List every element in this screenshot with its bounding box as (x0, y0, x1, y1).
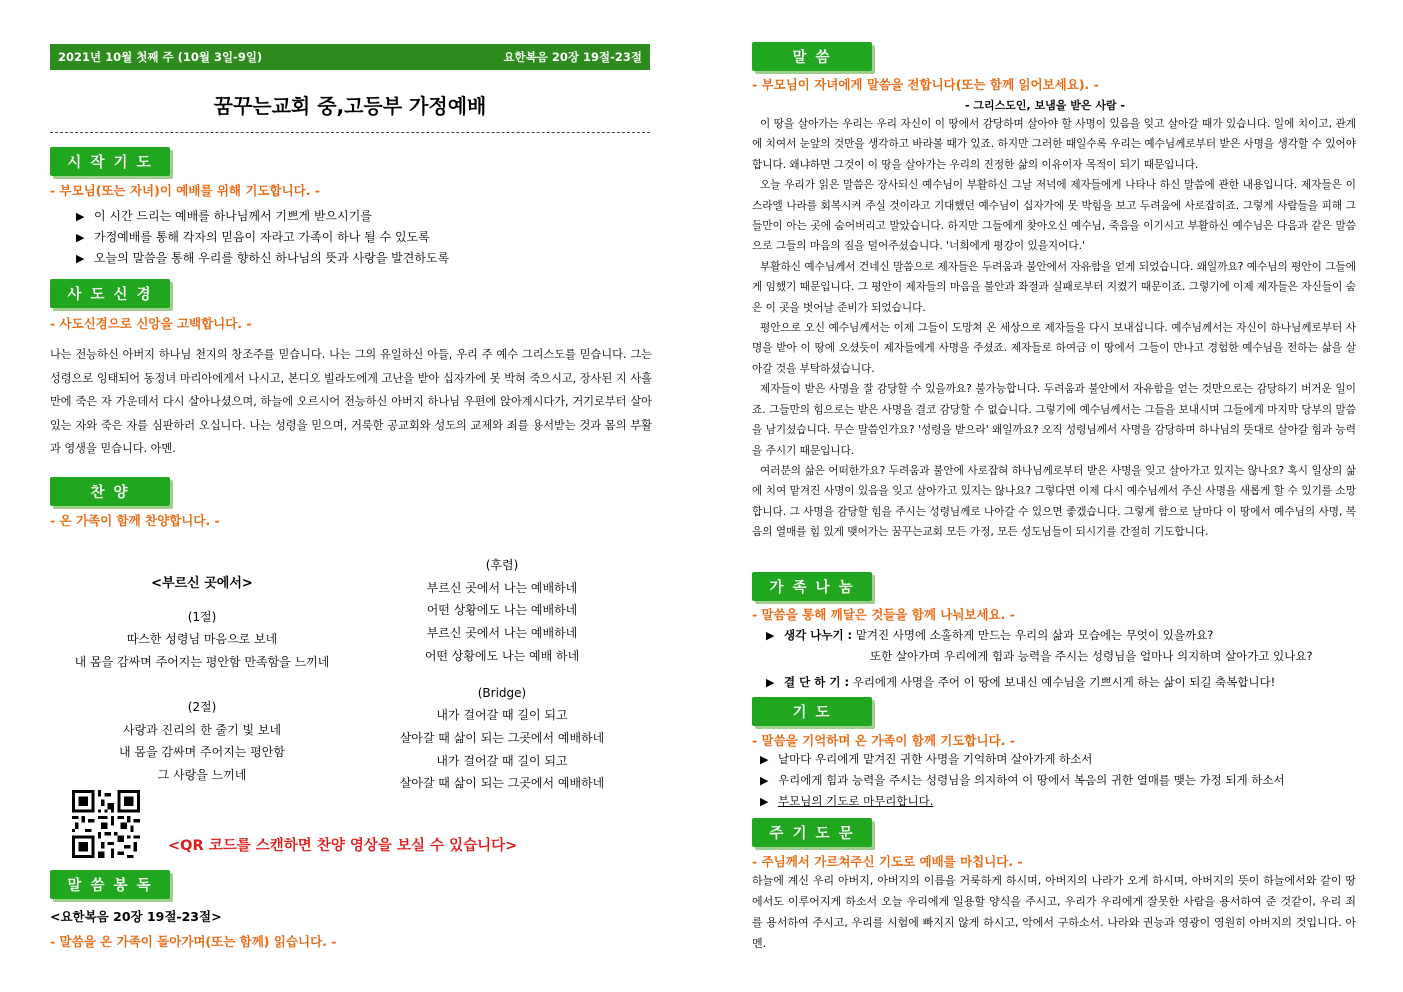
reading-reference: <요한복음 20장 19절-23절> (50, 909, 222, 924)
triangle-bullet-icon: ▶ (760, 774, 769, 787)
sermon-paragraph: 평안으로 오신 예수님께서는 이제 그들이 도망쳐 온 세상으로 제자들을 다시 보내십니다. 예수님께서는 자신이 하나님께로부터 사명을 받아 이 땅에 오셨듯이 제자들에게 사명을 주셨죠. 제자들로 하여금 이 땅에서 그들이 만나고 경험한 예수님을 전하는 삶을 살아갈 것을 부탁하셨습니다. (752, 322, 1356, 375)
list-item: 또한 살아가며 우리에게 힘과 능력을 주시는 성령님을 얼마나 의지하며 살아가고 있나요? (870, 649, 1313, 663)
qr-code[interactable] (72, 790, 140, 858)
song-title: <부르신 곳에서> (151, 576, 253, 591)
section-heading-sharing: 가 족 나 눔 (752, 572, 872, 601)
triangle-bullet-icon: ▶ (76, 252, 85, 265)
triangle-bullet-icon: ▶ (766, 629, 775, 642)
verse-label: (2절) (187, 699, 217, 714)
list-item: ▶ 우리에게 힘과 능력을 주시는 성령님을 의지하여 이 땅에서 복음의 귀한 열매를 맺는 가정 되게 하소서 (760, 770, 1285, 791)
creed-subtitle: - 사도신경으로 신앙을 고백합니다. - (50, 316, 252, 331)
song-lyrics-right (352, 554, 652, 795)
header-bar (50, 44, 650, 70)
sermon-body (752, 114, 1356, 543)
sermon-paragraph: 부활하신 예수님께서 건네신 말씀으로 제자들은 두려움과 불안에서 자유함을 얻게 되었습니다. 왜일까요? 예수님의 평안이 그들에게 임했기 때문입니다. 그 평안이 제자들의 마음을 불안과 좌절과 실패로부터 지켰기 때문이죠. 그렇기에 이제 제자들은 자신들이 숨은 이 곳을 벗어날 준비가 되었습니다. (752, 260, 1356, 314)
lyric-line: 내 몸을 감싸며 주어지는 평안함 (119, 745, 285, 760)
section-heading-creed: 사 도 신 경 (50, 279, 170, 308)
lyric-line: 살아갈 때 삶이 되는 그곳에서 예배하네 (399, 776, 605, 791)
scripture-reference: 요한복음 20장 19절-23절 (503, 50, 642, 64)
section-heading-opening-prayer: 시 작 기 도 (50, 147, 170, 176)
list-item: ▶ 오늘의 말씀을 통해 우리를 향하신 하나님의 뜻과 사랑을 발견하도록 (76, 248, 449, 269)
lyric-line: 부르신 곳에서 나는 예배하네 (426, 626, 578, 641)
verse-label: (1절) (187, 609, 217, 624)
sermon-paragraph: 이 땅을 살아가는 우리는 우리 자신이 이 땅에서 감당하며 살아야 할 사명이 있음을 잊고 살아갈 때가 있습니다. 일에 치이고, 관계에 치여서 눈앞의 것만을 생각하고 바라볼 때가 있죠. 하지만 그러한 때일수록 우리는 예수님께로부터 받은 사명을 생각할 수 있어야 합니다. 왜냐하면 그것이 이 땅을 살아가는 우리의 진정한 삶의 이유이자 목적이 되기 때문입니다. (752, 118, 1356, 171)
qr-note: <QR 코드를 스캔하면 찬양 영상을 보실 수 있습니다> (168, 838, 518, 854)
bridge-label: (Bridge) (477, 685, 527, 700)
sermon-subtitle: - 부모님이 자녀에게 말씀을 전합니다(또는 함께 읽어보세요). - (752, 77, 1099, 92)
list-item: ▶ 결 단 하 기 : 우리에게 사명을 주어 이 땅에 보내신 예수님을 기쁘시게 하는 삶이 되길 축복합니다! (766, 672, 1313, 693)
lyric-line: 내 몸을 감싸며 주어지는 평안함 만족함을 느끼네 (74, 655, 330, 670)
list-item: ▶ 부모님의 기도로 마무리합니다. (760, 791, 1285, 812)
list-item: ▶ 생각 나누기 : 맡겨진 사명에 소홀하게 만드는 우리의 삶과 모습에는 무엇이 있을까요? (766, 625, 1313, 646)
sermon-paragraph: 오늘 우리가 읽은 말씀은 장사되신 예수님이 부활하신 그날 저녁에 제자들에게 나타나 하신 말씀에 관한 내용입니다. 제자들은 이스라엘 나라를 회복시켜 주실 것이라고 기대했던 예수님이 십자가에 못 박힘을 보고 두려움에 사로잡히죠. 그렇게 사람들을 피해 그들만이 아는 곳에 숨어버리고 말았습니다. 하지만 그들에게 찾아오신 예수님, 죽음을 이기시고 부활하신 예수님은 다음과 같은 말씀으로 그들의 마음의 짐을 덜어주셨습니다. '너희에게 평강이 있을지어다.' (752, 179, 1356, 253)
prayer-list (760, 749, 1285, 812)
chorus-label: (후렴) (485, 558, 519, 572)
section-heading-lords-prayer: 주 기 도 문 (752, 818, 872, 847)
section-heading-sermon: 말 씀 (752, 42, 872, 71)
page-title: 꿈꾸는교회 중,고등부 가정예배 (213, 94, 487, 118)
lyric-line: 어떤 상황에도 나는 예배하네 (426, 603, 578, 618)
list-item: ▶ 가정예배를 통해 각자의 믿음이 자라고 가족이 하나 될 수 있도록 (76, 227, 449, 248)
lyric-line: 내가 걸어갈 때 길이 되고 (436, 708, 568, 723)
lyric-line: 사랑과 진리의 한 줄기 빛 보네 (122, 722, 282, 737)
lyric-line: 어떤 상황에도 나는 예배 하네 (424, 648, 580, 663)
lyric-line: 부르신 곳에서 나는 예배하네 (426, 580, 578, 595)
sharing-list (766, 625, 1313, 693)
triangle-bullet-icon: ▶ (766, 676, 775, 689)
triangle-bullet-icon: ▶ (760, 753, 769, 766)
section-heading-reading: 말 씀 봉 독 (50, 870, 170, 899)
sermon-paragraph: 제자들이 받은 사명을 잘 감당할 수 있을까요? 불가능합니다. 두려움과 불안에서 자유함을 얻는 것만으로는 감당하기 버거운 일이죠. 그들만의 힘으로는 받은 사명을 결코 감당할 수 없습니다. 그렇기에 예수님께서는 그들을 보내시며 그들에게 마지막 당부의 말씀을 남기셨습니다. 무슨 말씀인가요? '성령을 받으라' 왜일까요? 오직 성령님께서 사명을 감당하며 하나님의 뜻대로 살아갈 힘과 능력을 주시기 때문입니다. (752, 383, 1356, 457)
section-heading-praise: 찬 양 (50, 477, 170, 506)
lyric-line: 그 사랑을 느끼네 (157, 767, 247, 782)
triangle-bullet-icon: ▶ (76, 231, 85, 244)
sermon-paragraph: 여러분의 삶은 어떠한가요? 두려움과 불안에 사로잡혀 하나님께로부터 받은 사명을 잊고 살아가고 있지는 않나요? 혹시 일상의 삶에 치여 맡겨진 사명이 있음을 잊고 살아가고 있지는 않나요? 그렇다면 이제 다시 예수님께서 주신 사명을 새롭게 할 수 있기를 소망합니다. 그 사명을 감당할 힘을 주시는 성령님께로 나아갈 수 있으면 좋겠습니다. 그렇게 함으로 날마다 이 땅에서 예수님의 사명, 복음의 열매를 힘 있게 맺어가는 꿈꾸는교회 모든 가정, 모든 성도님들이 되시기를 간절히 기도합니다. (752, 464, 1356, 539)
creed-text: 나는 전능하신 아버지 하나님 천지의 창조주를 믿습니다. 나는 그의 유일하신 아들, 우리 주 예수 그리스도를 믿습니다. 그는 성령으로 잉태되어 동정녀 마리아에게서 나시고, 본디오 빌라도에게 고난을 받아 십자가에 못 박혀 죽으시고, 장사된 지 사흘 만에 죽은 자 가운데서 다시 살아나셨으며, 하늘에 오르시어 전능하신 아버지 하나님 우편에 앉아계시다가, 거기로부터 살아 있는 자와 죽은 자를 심판하러 오십니다. 나는 성령을 믿으며, 거룩한 공교회와 성도의 교제와 죄를 용서받는 것과 몸의 부활과 영생을 믿습니다. 아멘. (50, 348, 652, 455)
lords-prayer-subtitle: - 주님께서 가르쳐주신 기도로 예배를 마칩니다. - (752, 854, 1023, 869)
reading-subtitle: - 말씀을 온 가족이 돌아가며(또는 함께) 읽습니다. - (50, 934, 337, 949)
triangle-bullet-icon: ▶ (760, 795, 769, 808)
lyric-line: 살아갈 때 삶이 되는 그곳에서 예배하네 (399, 730, 605, 745)
triangle-bullet-icon: ▶ (76, 210, 85, 223)
praise-subtitle: - 온 가족이 함께 찬양합니다. - (50, 513, 220, 528)
list-item: ▶ 날마다 우리에게 맡겨진 귀한 사명을 기억하며 살아가게 하소서 (760, 749, 1285, 770)
date-range: 2021년 10월 첫째 주 (10월 3일-9일) (58, 50, 263, 64)
sharing-subtitle: - 말씀을 통해 깨달은 것들을 함께 나눠보세요. - (752, 607, 1015, 622)
opening-prayer-subtitle: - 부모님(또는 자녀)이 예배를 위해 기도합니다. - (50, 183, 321, 198)
lyric-line: 내가 걸어갈 때 길이 되고 (436, 753, 568, 768)
prayer-subtitle: - 말씀을 기억하며 온 가족이 함께 기도합니다. - (752, 733, 1015, 748)
section-heading-prayer: 기 도 (752, 697, 872, 726)
lords-prayer-text: 하늘에 계신 우리 아버지, 아버지의 이름을 거룩하게 하시며, 아버지의 나라가 오게 하시며, 아버지의 뜻이 하늘에서와 같이 땅에서도 이루어지게 하소서 오늘 우리에게 일용할 양식을 주시고, 우리가 우리에게 잘못한 사람을 용서하여 준 것같이, 우리 죄를 용서하여 주시고, 우리를 시험에 빠지지 않게 하시고, 악에서 구하소서. 나라와 권능과 영광이 영원히 아버지의 것입니다. 아멘. (752, 874, 1356, 950)
sermon-title: - 그리스도인, 보냄을 받은 사람 - (965, 99, 1125, 112)
song-lyrics-left (52, 573, 352, 787)
opening-prayer-list (76, 206, 449, 269)
list-item: ▶ 이 시간 드리는 예배를 하나님께서 기쁘게 받으시기를 (76, 206, 449, 227)
lyric-line: 따스한 성령님 마음으로 보네 (126, 632, 278, 647)
divider (50, 132, 650, 133)
